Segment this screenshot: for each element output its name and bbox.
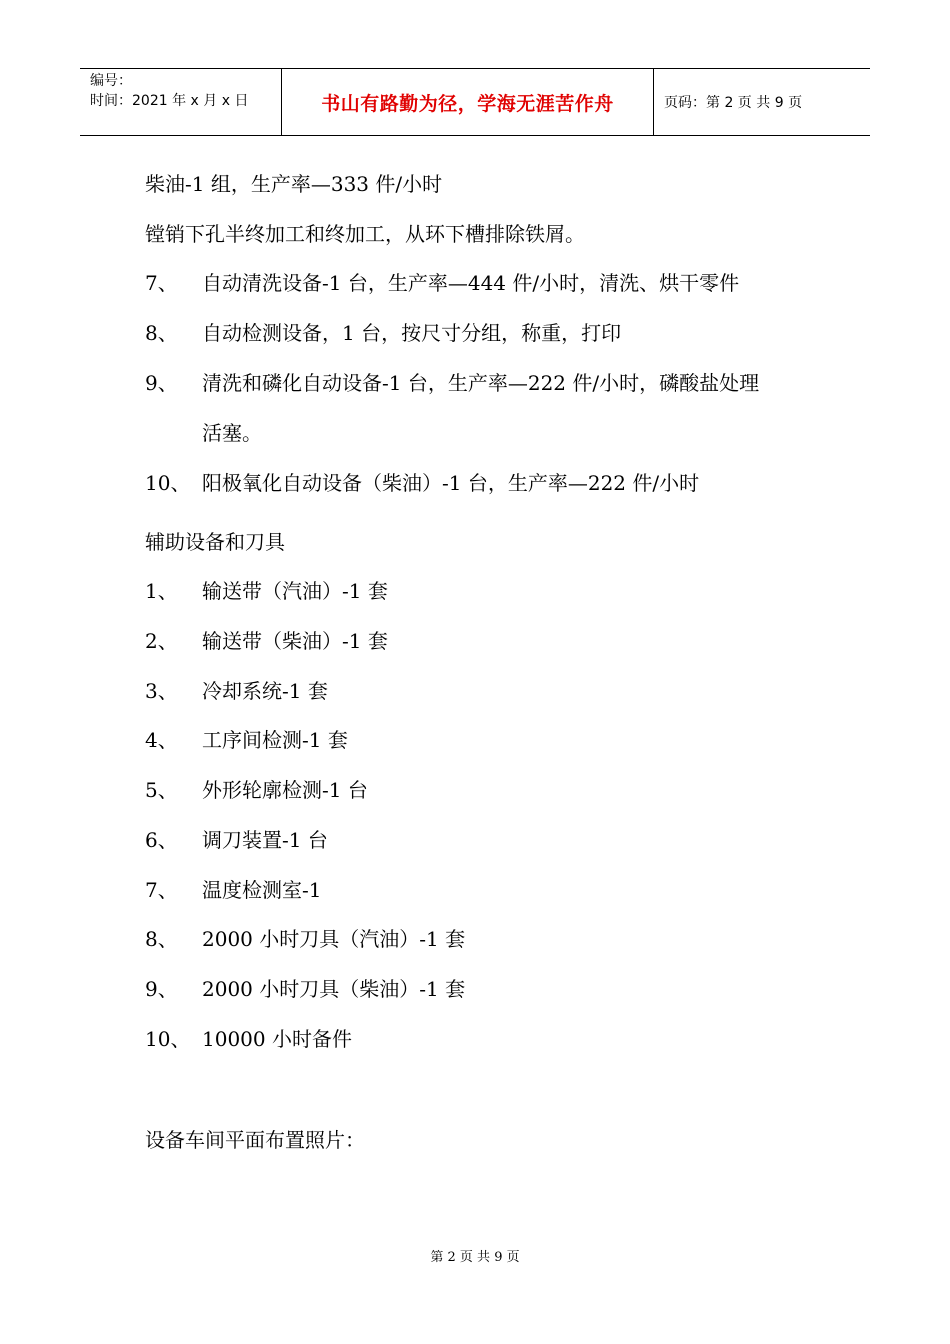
section-heading: 辅助设备和刀具: [145, 530, 285, 554]
list-item: [145, 577, 388, 605]
list-number: 10、: [145, 1027, 191, 1051]
list-text: 外形轮廓检测-1 台: [202, 778, 368, 802]
list-number: 2、: [145, 629, 178, 653]
list-text: 阳极氧化自动设备（柴油）-1 台，生产率—222 件/小时: [202, 471, 700, 495]
list-number: 5、: [145, 778, 178, 802]
list-number: 1、: [145, 579, 178, 603]
list-number: 8、: [145, 321, 178, 345]
list-text: 2000 小时刀具（汽油）-1 套: [202, 927, 466, 951]
list-number: 3、: [145, 679, 178, 703]
list-text: 工序间检测-1 套: [202, 728, 348, 752]
list-text: 自动检测设备，1 台，按尺寸分组，称重，打印: [202, 321, 622, 345]
list-item: [145, 627, 388, 655]
list-number: 9、: [145, 371, 178, 395]
header-meta: [80, 69, 282, 135]
list-item: [145, 925, 465, 953]
time-label: 时间：2021 年 x 月 x 日: [90, 93, 249, 109]
list-text: 输送带（汽油）-1 套: [202, 579, 388, 603]
list-item: [145, 369, 759, 397]
list-text: 调刀装置-1 台: [202, 828, 328, 852]
list-text: 冷却系统-1 套: [202, 679, 328, 703]
list-item: [145, 726, 348, 754]
page-footer: 第 2 页 共 9 页: [430, 1250, 520, 1265]
list-number: 9、: [145, 977, 178, 1001]
list-text: 2000 小时刀具（柴油）-1 套: [202, 977, 466, 1001]
list-number: 8、: [145, 927, 178, 951]
body-line: 镗销下孔半终加工和终加工，从环下槽排除铁屑。: [145, 222, 585, 246]
list-number: 10、: [145, 471, 191, 495]
list-number: 6、: [145, 828, 178, 852]
list-number: 4、: [145, 728, 178, 752]
list-item: [145, 826, 328, 854]
serial-label: 编号：: [90, 73, 132, 89]
list-text: 自动清洗设备-1 台，生产率—444 件/小时，清洗、烘干零件: [202, 271, 740, 295]
photo-caption: 设备车间平面布置照片：: [145, 1128, 365, 1152]
page-header: [80, 68, 870, 136]
list-item: [145, 319, 621, 347]
list-text: 输送带（柴油）-1 套: [202, 629, 388, 653]
header-page-label: 页码：第 2 页 共 9 页: [664, 95, 803, 111]
list-number: 7、: [145, 878, 178, 902]
list-item: [145, 876, 321, 904]
header-motto: 书山有路勤为径，学海无涯苦作舟: [282, 69, 654, 135]
body-line: 柴油-1 组，生产率—333 件/小时: [145, 172, 443, 196]
list-text: 清洗和磷化自动设备-1 台，生产率—222 件/小时，磷酸盐处理: [202, 371, 760, 395]
list-item: [145, 269, 739, 297]
list-text: 10000 小时备件: [202, 1027, 352, 1051]
list-item: [145, 677, 328, 705]
list-item: [145, 776, 368, 804]
list-number: 7、: [145, 271, 178, 295]
list-text: 温度检测室-1: [202, 878, 322, 902]
list-item: [145, 975, 465, 1003]
list-item-continuation: 活塞。: [202, 421, 262, 445]
list-item: [145, 1025, 352, 1053]
list-item: [145, 469, 699, 497]
